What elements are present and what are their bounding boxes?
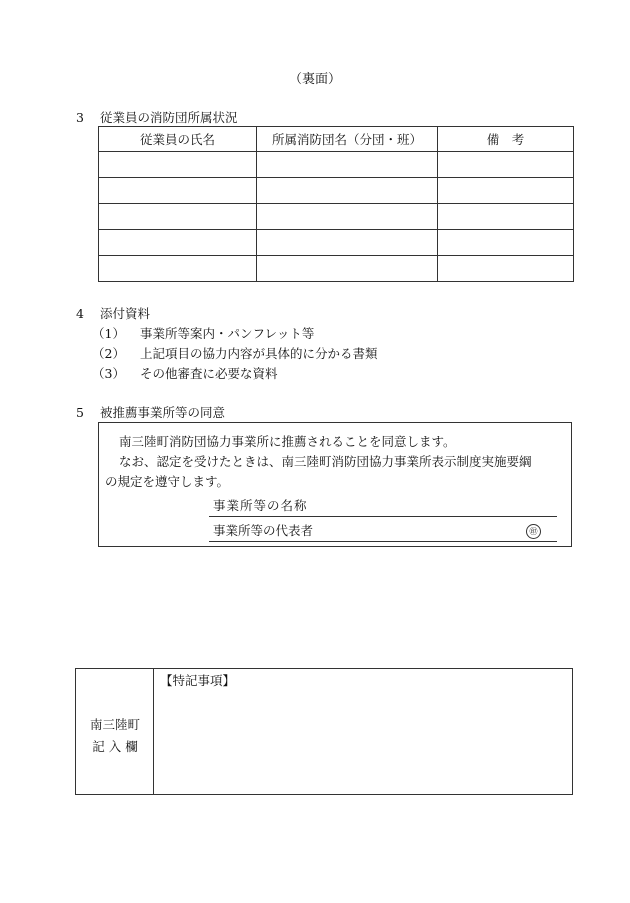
section-4-number: 4: [76, 306, 84, 321]
table-cell[interactable]: [257, 152, 438, 178]
section-3-number: 3: [76, 110, 84, 125]
official-use-label-line-1: 南三陸町: [89, 717, 140, 732]
table-cell[interactable]: [99, 204, 257, 230]
official-use-label-line-2: 記 入 欄: [92, 739, 138, 754]
section-4-title: 添付資料: [100, 306, 151, 321]
table-row: [99, 204, 574, 230]
section-3-title: 従業員の消防団所属状況: [100, 110, 238, 125]
employee-affiliation-table: [98, 126, 574, 282]
table-cell[interactable]: [438, 230, 574, 256]
section-5-heading: [76, 403, 225, 421]
table-cell[interactable]: [257, 204, 438, 230]
table-cell[interactable]: [99, 152, 257, 178]
section-5-number: 5: [76, 405, 84, 420]
list-item-number: （1）: [92, 326, 125, 341]
header-fire-brigade: 所属消防団名（分団・班）: [257, 127, 438, 152]
table-header-row: [99, 127, 574, 152]
table-row: [99, 178, 574, 204]
table-cell[interactable]: [438, 152, 574, 178]
section-4-heading: [76, 304, 150, 322]
list-item: [92, 364, 278, 382]
consent-statement-line-3: の規定を遵守します。: [105, 474, 230, 489]
official-use-box: [75, 668, 573, 795]
list-item-number: （3）: [92, 366, 125, 381]
special-notes-title: 【特記事項】: [160, 673, 236, 688]
table-cell[interactable]: [438, 178, 574, 204]
table-cell[interactable]: [257, 230, 438, 256]
table-cell[interactable]: [257, 256, 438, 282]
table-cell[interactable]: [99, 178, 257, 204]
page-title: （裏面）: [288, 72, 341, 87]
table-cell[interactable]: [438, 204, 574, 230]
table-cell[interactable]: [99, 256, 257, 282]
consent-statement-line-2: なお、認定を受けたときは、南三陸町消防団協力事業所表示制度実施要綱: [119, 454, 532, 469]
list-item-text: 上記項目の協力内容が具体的に分かる書類: [140, 346, 378, 361]
table-row: [99, 230, 574, 256]
header-remarks: 備 考: [438, 127, 574, 152]
section-5-title: 被推薦事業所等の同意: [100, 405, 226, 420]
official-use-label-cell: [76, 669, 154, 794]
business-name-label: 事業所等の名称: [213, 498, 308, 513]
consent-box: [98, 422, 572, 547]
table-row: [99, 256, 574, 282]
consent-statement-line-1: 南三陸町消防団協力事業所に推薦されることを同意します。: [119, 434, 456, 449]
representative-label: 事業所等の代表者: [213, 523, 314, 538]
table-row: [99, 152, 574, 178]
list-item-text: その他審査に必要な資料: [140, 366, 278, 381]
table-cell[interactable]: [99, 230, 257, 256]
list-item: [92, 324, 314, 342]
section-3-heading: [76, 108, 238, 126]
table-cell[interactable]: [438, 256, 574, 282]
header-employee-name: 従業員の氏名: [99, 127, 257, 152]
list-item: [92, 344, 378, 362]
business-name-field[interactable]: [209, 496, 557, 517]
list-item-number: （2）: [92, 346, 125, 361]
representative-field[interactable]: [209, 521, 557, 542]
list-item-text: 事業所等案内・パンフレット等: [140, 326, 315, 341]
table-cell[interactable]: [257, 178, 438, 204]
seal-icon: ㊞: [526, 524, 541, 539]
